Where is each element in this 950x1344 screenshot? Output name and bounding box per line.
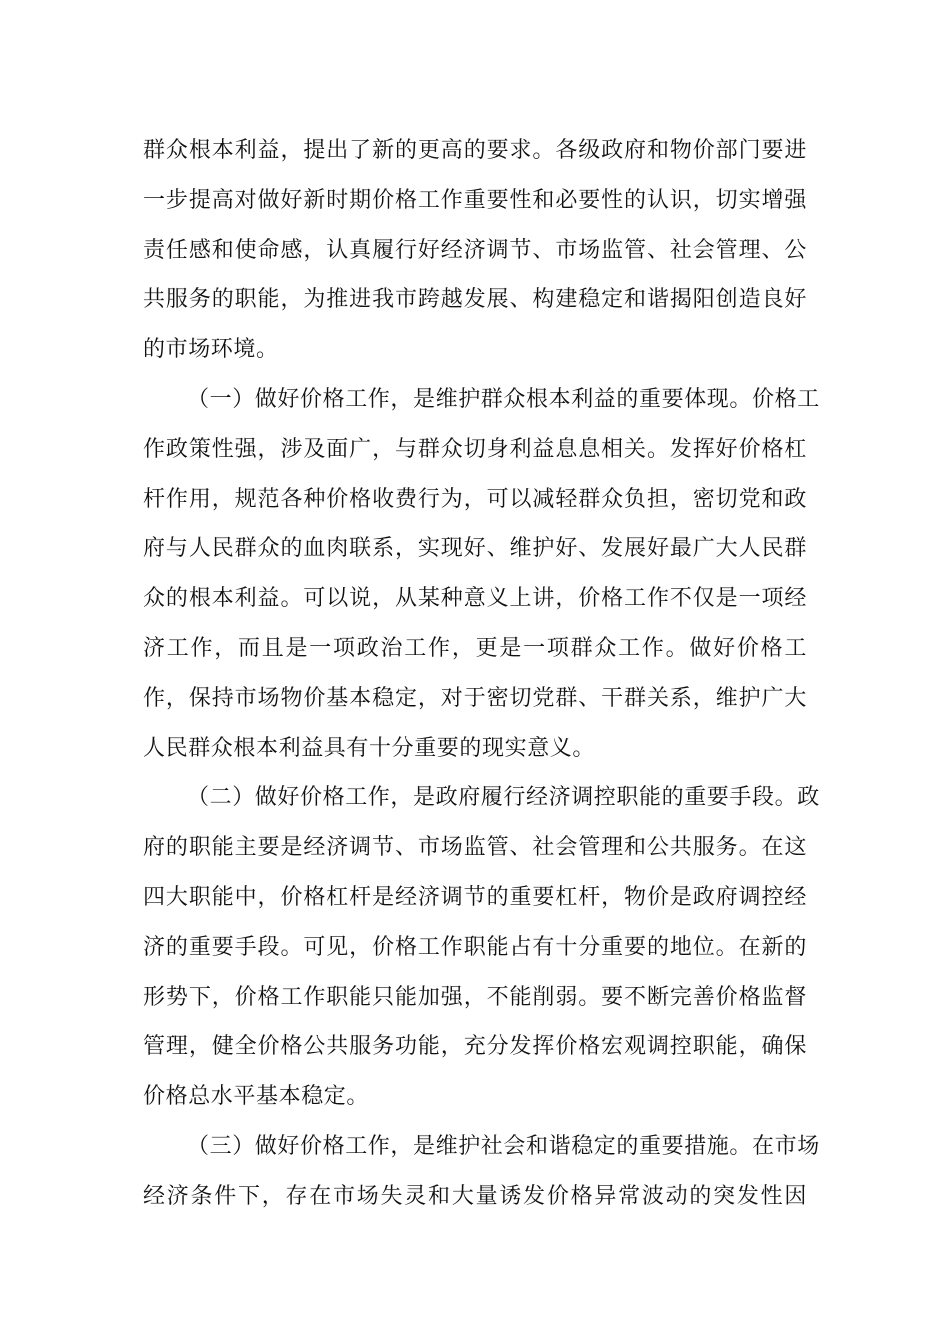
text-line: 责任感和使命感，认真履行好经济调节、市场监管、社会管理、公 (143, 237, 807, 263)
text-line: 价格总水平基本稳定。 (143, 1084, 370, 1110)
text-line: 众的根本利益。可以说，从某种意义上讲，价格工作不仅是一项经 (143, 586, 807, 612)
document-body (143, 126, 820, 1222)
text-line: 府的职能主要是经济调节、市场监管、社会管理和公共服务。在这 (143, 835, 807, 861)
text-line: 形势下，价格工作职能只能加强，不能削弱。要不断完善价格监督 (143, 984, 807, 1010)
text-line: 四大职能中，价格杠杆是经济调节的重要杠杆，物价是政府调控经 (143, 884, 807, 910)
text-line: 作，保持市场物价基本稳定，对于密切党群、干群关系，维护广大 (143, 685, 807, 711)
text-line: 共服务的职能，为推进我市跨越发展、构建稳定和谐揭阳创造良好 (143, 287, 807, 313)
text-line: 府与人民群众的血肉联系，实现好、维护好、发展好最广大人民群 (143, 536, 807, 562)
text-line: 济的重要手段。可见，价格工作职能占有十分重要的地位。在新的 (143, 934, 807, 960)
text-line: 的市场环境。 (143, 337, 279, 363)
paragraph-heading-line: （一）做好价格工作，是维护群众根本利益的重要体现。价格工 (187, 386, 820, 412)
text-line: 群众根本利益，提出了新的更高的要求。各级政府和物价部门要进 (143, 138, 807, 163)
text-line: 经济条件下，存在市场失灵和大量诱发价格异常波动的突发性因 (143, 1183, 807, 1209)
text-line: 作政策性强，涉及面广，与群众切身利益息息相关。发挥好价格杠 (143, 436, 807, 462)
text-line: 管理，健全价格公共服务功能，充分发挥价格宏观调控职能，确保 (143, 1034, 807, 1060)
text-line: 人民群众根本利益具有十分重要的现实意义。 (143, 735, 596, 761)
paragraph-heading-line: （三）做好价格工作，是维护社会和谐稳定的重要措施。在市场 (187, 1133, 820, 1159)
text-line: 杆作用，规范各种价格收费行为，可以减轻群众负担，密切党和政 (143, 486, 807, 512)
paragraph-heading-line: （二）做好价格工作，是政府履行经济调控职能的重要手段。政 (187, 785, 820, 811)
text-line: 济工作，而且是一项政治工作，更是一项群众工作。做好价格工 (143, 635, 807, 661)
text-line: 一步提高对做好新时期价格工作重要性和必要性的认识，切实增强 (143, 187, 807, 213)
